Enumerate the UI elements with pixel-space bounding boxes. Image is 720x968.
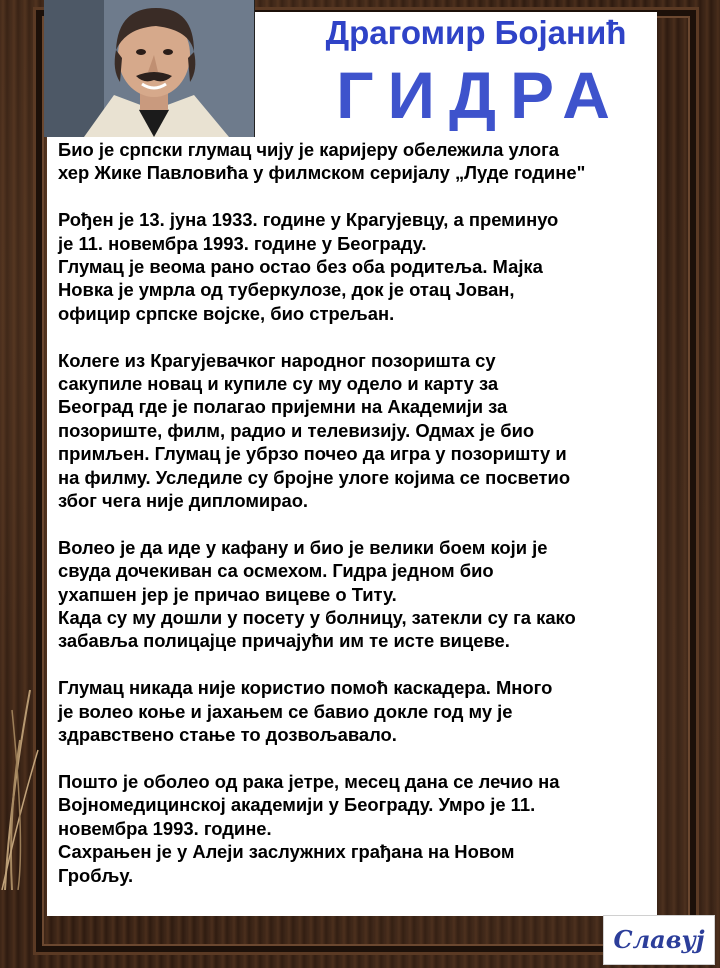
dry-grass-decoration-icon bbox=[0, 650, 40, 890]
bio-paragraph-birth: Рођен је 13. јуна 1933. године у Крагујевцу, а преминуо је 11. новембра 1993. године у Београду. Глумац је веома рано остао без оба родитеља. Мајка Новка је умрла од туберкулозе, док је отац Јован, официр српске војске, био стрељан. bbox=[58, 209, 559, 324]
actor-full-name: Драгомир Бојанић bbox=[298, 12, 654, 54]
bio-paragraph-career: Колеге из Крагујевачког народног позоришта су сакупиле новац и купиле су му одело и карту за Београд где је полагао пријемни на Академији за позориште, филм, радио и телевизију. Одмах је био примљен. Глумац је убрзо почео да игра у позоришту и на филму. Уследиле су бројне улоге којима се посветио због чега није дипломирао. bbox=[58, 349, 571, 512]
actor-portrait bbox=[44, 0, 255, 137]
biography-text bbox=[58, 138, 658, 910]
bio-paragraph-intro: Био је српски глумац чију је каријеру обележила улога хер Жике Павловића у филмском серијалу „Луде године" bbox=[58, 139, 586, 184]
bio-paragraph-death: Пошто је оболео од рака јетре, месец дана се лечио на Војномедицинској академији у Београду. Умро је 11. новембра 1993. године. Сахрањен је у Алеји заслужних грађана на Новом Гробљу. bbox=[58, 770, 560, 886]
bio-paragraph-stunts: Глумац никада није користио помоћ каскадера. Много је волео коње и јахањем се бавио докле год му је здравствено стање то дозвољавало. bbox=[58, 677, 553, 746]
author-signature: Славуј bbox=[603, 915, 715, 965]
actor-portrait-icon bbox=[44, 0, 254, 137]
bio-paragraph-bohemian: Волео је да иде у кафану и био је велики боем који је свуда дочекиван са осмехом. Гидра једном био ухапшен јер је причао вицеве о Титу. Када су му дошли у посету у болницу, затекли су га како забавља полицајце причајући им те исте вицеве. bbox=[58, 536, 576, 652]
actor-nickname-title: ГИДРА bbox=[336, 58, 624, 132]
